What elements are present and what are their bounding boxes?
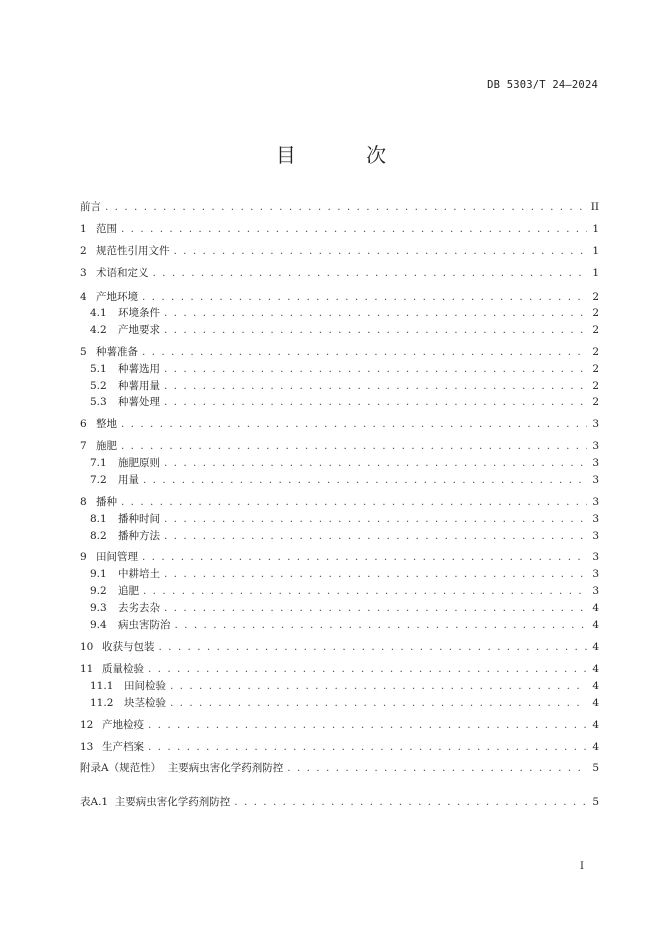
toc-entry-number: 8	[80, 496, 87, 508]
toc-entry[interactable]	[80, 760, 599, 776]
toc-entry-label: 生产档案	[102, 741, 144, 753]
toc-entry-number: 11.2	[90, 697, 114, 709]
dot-leader	[164, 600, 587, 616]
toc-entry-page: 3	[592, 457, 599, 469]
dot-leader	[121, 494, 587, 510]
dot-leader	[148, 739, 587, 755]
toc-entry-number: 12	[80, 719, 94, 731]
toc-entry-page: 2	[592, 380, 599, 392]
toc-entry-page: 4	[592, 641, 599, 653]
dot-leader	[121, 416, 587, 432]
dot-leader	[148, 661, 587, 677]
toc-entry-page: 3	[592, 418, 599, 430]
toc-entry-label: 施肥	[96, 440, 117, 452]
page-number: I	[580, 861, 584, 872]
toc-entry-label: 田间管理	[96, 551, 138, 563]
toc-entry-label: 表A.1 主要病虫害化学药剂防控	[80, 796, 231, 808]
toc-entry-label: 产地环境	[96, 291, 138, 303]
dot-leader	[164, 566, 587, 582]
toc-entry-label: 规范性引用文件	[96, 245, 170, 257]
dot-leader	[142, 549, 587, 565]
toc-entry-number: 7	[80, 440, 87, 452]
dot-leader	[148, 717, 587, 733]
toc-entry-label: 种薯准备	[96, 346, 138, 358]
toc-entry-page: 2	[592, 363, 599, 375]
toc-entry[interactable]	[80, 472, 599, 488]
toc-entry[interactable]	[80, 739, 599, 755]
toc-entry-number: 9.3	[90, 602, 107, 614]
toc-entry-page: 1	[592, 223, 599, 235]
toc-entry-number: 9.1	[90, 568, 107, 580]
toc-entry-page: 1	[592, 245, 599, 257]
toc-entry-page: 3	[592, 474, 599, 486]
toc-entry-number: 8.1	[90, 513, 107, 525]
toc-entry-number: 13	[80, 741, 94, 753]
toc-entry-page: 2	[592, 346, 599, 358]
toc-entry-label: 播种	[96, 496, 117, 508]
toc-entry-label: 追肥	[118, 585, 139, 597]
toc-entry-label: 附录A（规范性） 主要病虫害化学药剂防控	[80, 762, 284, 774]
toc-entry-number: 11.1	[90, 680, 114, 692]
toc-entry-page: 4	[592, 697, 599, 709]
toc-entry-number: 11	[80, 663, 94, 675]
dot-leader	[170, 695, 587, 711]
toc-entry-number: 5.1	[90, 363, 107, 375]
toc-entry-label: 术语和定义	[96, 267, 149, 279]
toc-entry[interactable]	[80, 639, 599, 655]
toc-entry-page: 3	[592, 568, 599, 580]
toc-entry[interactable]	[80, 394, 599, 410]
dot-leader	[143, 472, 587, 488]
dot-leader	[164, 394, 587, 410]
toc-entry[interactable]	[80, 600, 599, 616]
dot-leader	[164, 361, 587, 377]
dot-leader	[174, 243, 588, 259]
toc-entry-page: 5	[592, 762, 599, 774]
toc-entry[interactable]	[80, 416, 599, 432]
toc-entry[interactable]	[80, 494, 599, 510]
dot-leader	[164, 455, 587, 471]
toc-entry[interactable]	[80, 378, 599, 394]
dot-leader	[142, 344, 587, 360]
toc-entry[interactable]	[80, 243, 599, 259]
toc-entry-number: 4.2	[90, 324, 107, 336]
toc-entry[interactable]	[80, 438, 599, 454]
toc-entry[interactable]	[80, 221, 599, 237]
toc-entry-label: 播种方法	[118, 530, 160, 542]
toc-entry-number: 7.1	[90, 457, 107, 469]
toc-entry-page: 2	[592, 324, 599, 336]
toc-entry[interactable]	[80, 511, 599, 527]
toc-entry-label: 整地	[96, 418, 117, 430]
toc-entry-number: 1	[80, 223, 87, 235]
dot-leader	[287, 760, 587, 776]
dot-leader	[175, 617, 588, 633]
dot-leader	[159, 639, 588, 655]
toc-entry-number: 9.4	[90, 619, 107, 631]
toc-entry-label: 前言	[80, 201, 101, 213]
dot-leader	[164, 378, 587, 394]
toc-entry-page: 5	[592, 796, 599, 808]
toc-entry-page: 2	[592, 291, 599, 303]
toc-entry-page: 4	[592, 663, 599, 675]
toc-entry-page: 4	[592, 719, 599, 731]
toc-entry-number: 5.2	[90, 380, 107, 392]
toc-entry[interactable]	[80, 617, 599, 633]
page-title: 目 次	[275, 143, 419, 167]
toc-entry-number: 10	[80, 641, 94, 653]
toc-entry[interactable]	[80, 265, 599, 281]
document-id: DB 5303/T 24—2024	[487, 79, 598, 91]
toc-entry-page: 4	[592, 680, 599, 692]
toc-entry[interactable]	[80, 717, 599, 733]
toc-entry-number: 2	[80, 245, 87, 257]
toc-entry-page: 3	[592, 551, 599, 563]
toc-entry-label: 用量	[118, 474, 139, 486]
toc-entry-number: 8.2	[90, 530, 107, 542]
toc-entry[interactable]	[80, 566, 599, 582]
toc-entry-label: 产地检疫	[102, 719, 144, 731]
toc-entry[interactable]	[80, 455, 599, 471]
toc-entry-page: 3	[592, 513, 599, 525]
dot-leader	[143, 583, 587, 599]
toc-entry-label: 去劣去杂	[118, 602, 160, 614]
toc-entry-number: 5.3	[90, 396, 107, 408]
dot-leader	[142, 289, 587, 305]
dot-leader	[121, 438, 587, 454]
toc-entry[interactable]	[80, 583, 599, 599]
toc-entry-label: 种薯处理	[118, 396, 160, 408]
toc-entry-label: 种薯用量	[118, 380, 160, 392]
toc-entry[interactable]	[80, 695, 599, 711]
toc-entry-page: 3	[592, 530, 599, 542]
toc-entry-number: 9	[80, 551, 87, 563]
toc-entry-label: 施肥原则	[118, 457, 160, 469]
toc-entry-page: 4	[592, 602, 599, 614]
toc-entry-number: 4.1	[90, 307, 107, 319]
toc-entry-number: 7.2	[90, 474, 107, 486]
toc-entry-label: 中耕培土	[118, 568, 160, 580]
toc-entry-number: 3	[80, 267, 87, 279]
toc-entry[interactable]	[80, 661, 599, 677]
dot-leader	[164, 305, 587, 321]
dot-leader	[170, 678, 587, 694]
toc-entry[interactable]	[80, 361, 599, 377]
toc-entry-label: 范围	[96, 223, 117, 235]
toc-entry[interactable]	[80, 305, 599, 321]
toc-entry-label: 质量检验	[102, 663, 144, 675]
toc-entry[interactable]	[80, 528, 599, 544]
dot-leader	[153, 265, 588, 281]
toc-entry-label: 种薯选用	[118, 363, 160, 375]
dot-leader	[164, 322, 587, 338]
toc-entry-label: 田间检验	[124, 680, 166, 692]
toc-entry-label: 收获与包装	[102, 641, 155, 653]
toc-entry-number: 9.2	[90, 585, 107, 597]
toc-entry-page: 3	[592, 496, 599, 508]
toc-entry-page: 2	[592, 307, 599, 319]
toc-entry[interactable]	[80, 289, 599, 305]
toc-entry[interactable]	[80, 678, 599, 694]
dot-leader	[164, 511, 587, 527]
toc-entry[interactable]	[80, 344, 599, 360]
toc-entry-number: 4	[80, 291, 87, 303]
toc-entry-page: 4	[592, 619, 599, 631]
dot-leader	[164, 528, 587, 544]
toc-entry-label: 块茎检验	[124, 697, 166, 709]
toc-entry-number: 6	[80, 418, 87, 430]
dot-leader	[121, 221, 587, 237]
toc-entry[interactable]	[80, 794, 599, 810]
toc-entry-label: 产地要求	[118, 324, 160, 336]
dot-leader	[234, 794, 587, 810]
toc-entry-label: 环境条件	[118, 307, 160, 319]
toc-entry[interactable]	[80, 199, 599, 215]
toc-entry[interactable]	[80, 549, 599, 565]
toc-entry[interactable]	[80, 322, 599, 338]
toc-entry-page: 1	[592, 267, 599, 279]
toc-entry-label: 播种时间	[118, 513, 160, 525]
toc-entry-label: 病虫害防治	[118, 619, 171, 631]
dot-leader	[105, 199, 587, 215]
toc-entry-page: II	[590, 201, 599, 213]
toc-entry-number: 5	[80, 346, 87, 358]
toc-entry-page: 2	[592, 396, 599, 408]
toc-entry-page: 3	[592, 585, 599, 597]
toc-entry-page: 4	[592, 741, 599, 753]
toc-entry-page: 3	[592, 440, 599, 452]
